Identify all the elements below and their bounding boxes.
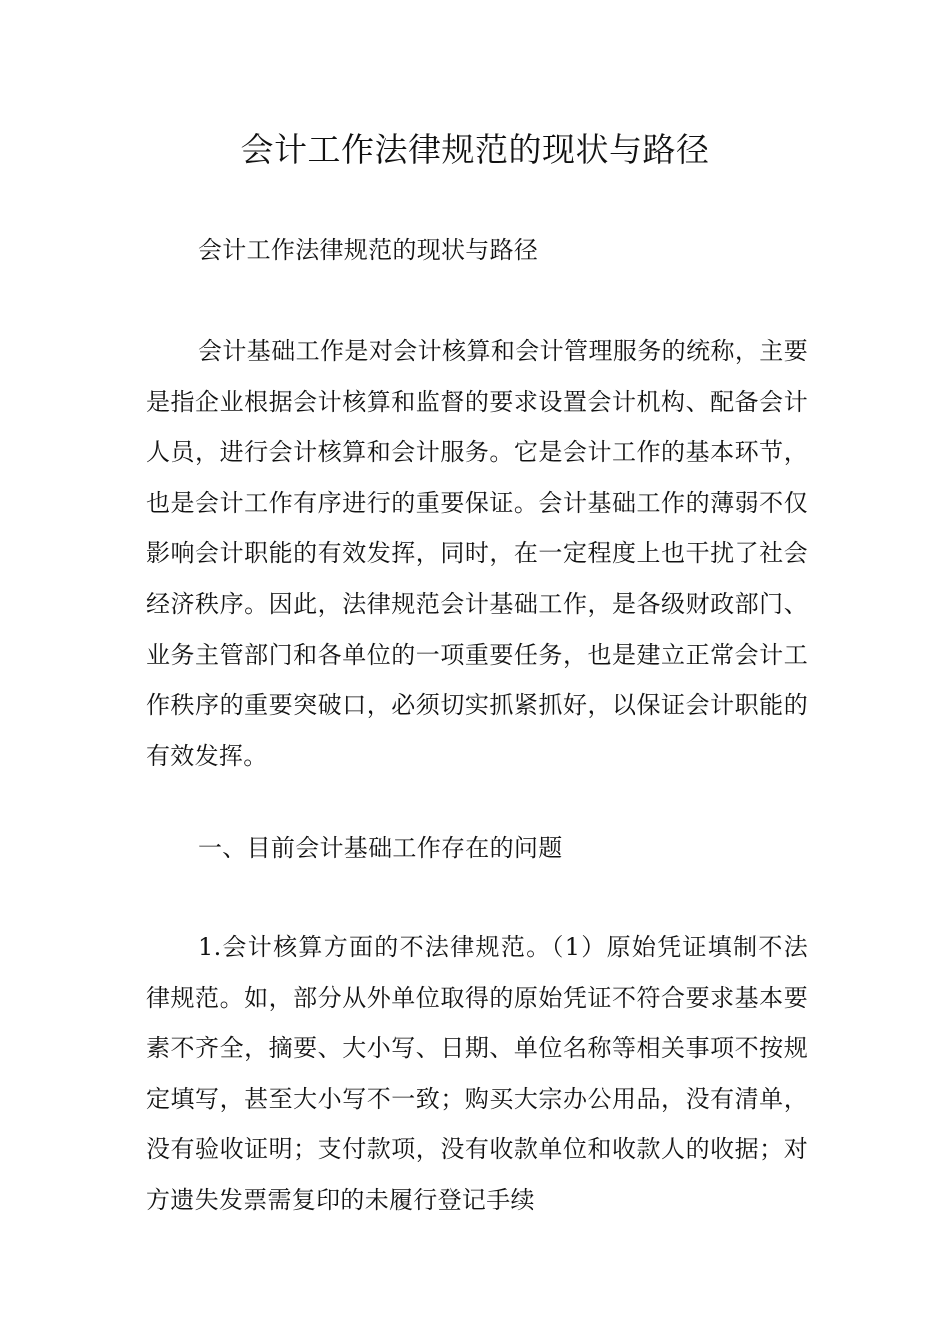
paragraph-intro: 会计基础工作是对会计核算和会计管理服务的统称，主要是指企业根据会计核算和监督的要求设置会计机构、配备会计人员，进行会计核算和会计服务。它是会计工作的基本环节，也是会计工作有序进行的重要保证。会计基础工作的薄弱不仅影响会计职能的有效发挥，同时，在一定程度上也干扰了社会经济秩序。因此，法律规范会计基础工作，是各级财政部门、业务主管部门和各单位的一项重要任务，也是建立正常会计工作秩序的重要突破口，必须切实抓紧抓好，以保证会计职能的有效发挥。 <box>146 337 808 770</box>
paragraph-accounting-issues: 1.会计核算方面的不法律规范。（1）原始凭证填制不法律规范。如，部分从外单位取得的原始凭证不符合要求基本要素不齐全，摘要、大小写、日期、单位名称等相关事项不按规定填写，甚至大小写不一致；购买大宗办公用品，没有清单，没有验收证明；支付款项，没有收款单位和收款人的收据；对方遗失发票需复印的未履行登记手续 <box>146 933 808 1214</box>
document-subtitle: 会计工作法律规范的现状与路径 <box>198 236 539 264</box>
section-heading: 一、目前会计基础工作存在的问题 <box>198 834 563 862</box>
document-title: 会计工作法律规范的现状与路径 <box>240 130 710 169</box>
